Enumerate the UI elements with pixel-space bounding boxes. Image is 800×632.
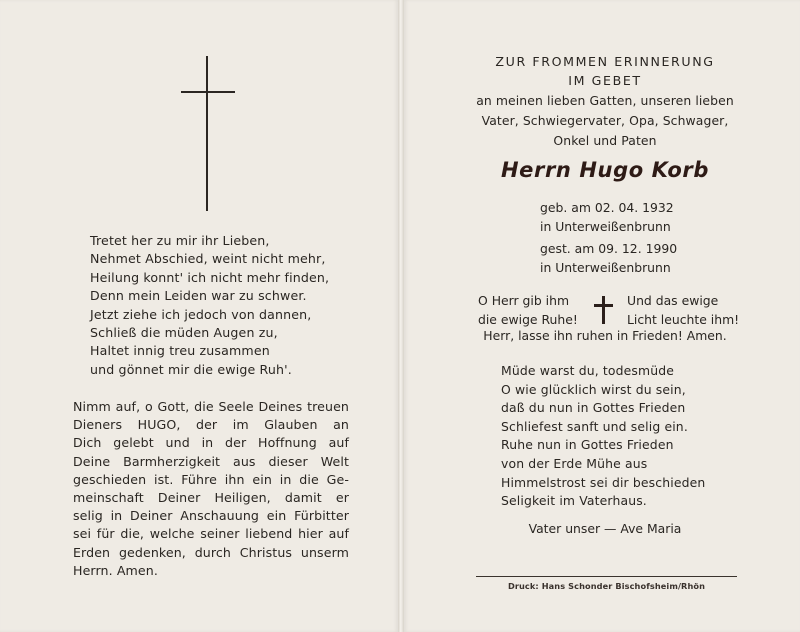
rip-prayer-left [478, 291, 578, 329]
poem-line: Jetzt ziehe ich jedoch von dannen, [90, 306, 312, 322]
poem-line: Schliefest sanft und selig ein. [501, 418, 688, 434]
poem-line: Schließ die müden Augen zu, [90, 325, 278, 341]
prayer-line: Dich gelebt und in der Hoffnung auf [73, 435, 349, 451]
closing-prayer: Vater unser — Ave Maria [528, 521, 682, 536]
rip-prayer-amen: Herr, lasse ihn ruhen in Frieden! Amen. [483, 328, 727, 343]
deceased-name: Herrn Hugo Korb [500, 158, 710, 182]
poem-line: Himmelstrost sei dir beschieden [501, 474, 706, 490]
heading-prayer: IM GEBET [568, 73, 642, 88]
rip-line: Licht leuchte ihm! [627, 312, 740, 327]
heading-remembrance: ZUR FROMMEN ERINNERUNG [495, 54, 715, 69]
prayer-text [73, 398, 349, 580]
poem-line: Ruhe nun in Gottes Frieden [501, 437, 674, 453]
rip-line: die ewige Ruhe! [478, 312, 578, 327]
poem-line: Seligkeit im Vaterhaus. [501, 493, 647, 509]
prayer-line: Nimm auf, o Gott, die Seele Deines treuen [73, 399, 349, 414]
prayer-line: Herrn. Amen. [73, 562, 158, 578]
dedication-line: an meinen lieben Gatten, unseren lieben [476, 93, 734, 108]
divider [476, 576, 737, 577]
prayer-line: Deine Barmherzigkeit aus dieser Welt [73, 453, 349, 469]
prayer-line: geschieden ist. Führe ihn ein in die Ge- [73, 471, 349, 487]
birth-date: geb. am 02. 04. 1932 [540, 200, 674, 215]
farewell-poem [90, 232, 360, 379]
death-place: in Unterweißenbrunn [540, 260, 671, 275]
poem-line: von der Erde Mühe aus [501, 455, 648, 471]
consolation-poem [501, 362, 741, 511]
poem-line: Nehmet Abschied, weint nicht mehr, [90, 251, 326, 267]
dedication-line: Vater, Schwiegervater, Opa, Schwager, [481, 113, 729, 128]
poem-line: O wie glücklich wirst du sein, [501, 381, 686, 397]
poem-line: daß du nun in Gottes Frieden [501, 400, 686, 416]
poem-line: Haltet innig treu zusammen [90, 343, 270, 359]
poem-line: und gönnet mir die ewige Ruh'. [90, 361, 292, 377]
dedication-line: Onkel und Paten [553, 133, 657, 148]
poem-line: Heilung konnt' ich nicht mehr finden, [90, 269, 330, 285]
prayer-line: Dieners HUGO, der im Glauben an [73, 417, 349, 433]
poem-line: Müde warst du, todesmüde [501, 363, 675, 378]
rip-line: O Herr gib ihm [478, 293, 570, 308]
rip-prayer-right [627, 291, 739, 329]
prayer-line: meinschaft Deiner Heiligen, damit er [73, 490, 349, 506]
poem-line: Denn mein Leiden war zu schwer. [90, 288, 307, 304]
rip-line: Und das ewige [627, 293, 719, 308]
prayer-line: selig in Deiner Anschauung ein Fürbitter [73, 508, 349, 524]
death-date: gest. am 09. 12. 1990 [540, 241, 678, 256]
birth-place: in Unterweißenbrunn [540, 219, 671, 234]
card-fold [398, 0, 404, 632]
prayer-line: sei für die, welche seiner liebend hier auf [73, 526, 349, 542]
poem-line: Tretet her zu mir ihr Lieben, [90, 233, 270, 248]
prayer-line: Erden gedenken, durch Christus unserm [73, 544, 349, 560]
printer-credit: Druck: Hans Schonder Bischofsheim/Rhön [507, 581, 706, 591]
